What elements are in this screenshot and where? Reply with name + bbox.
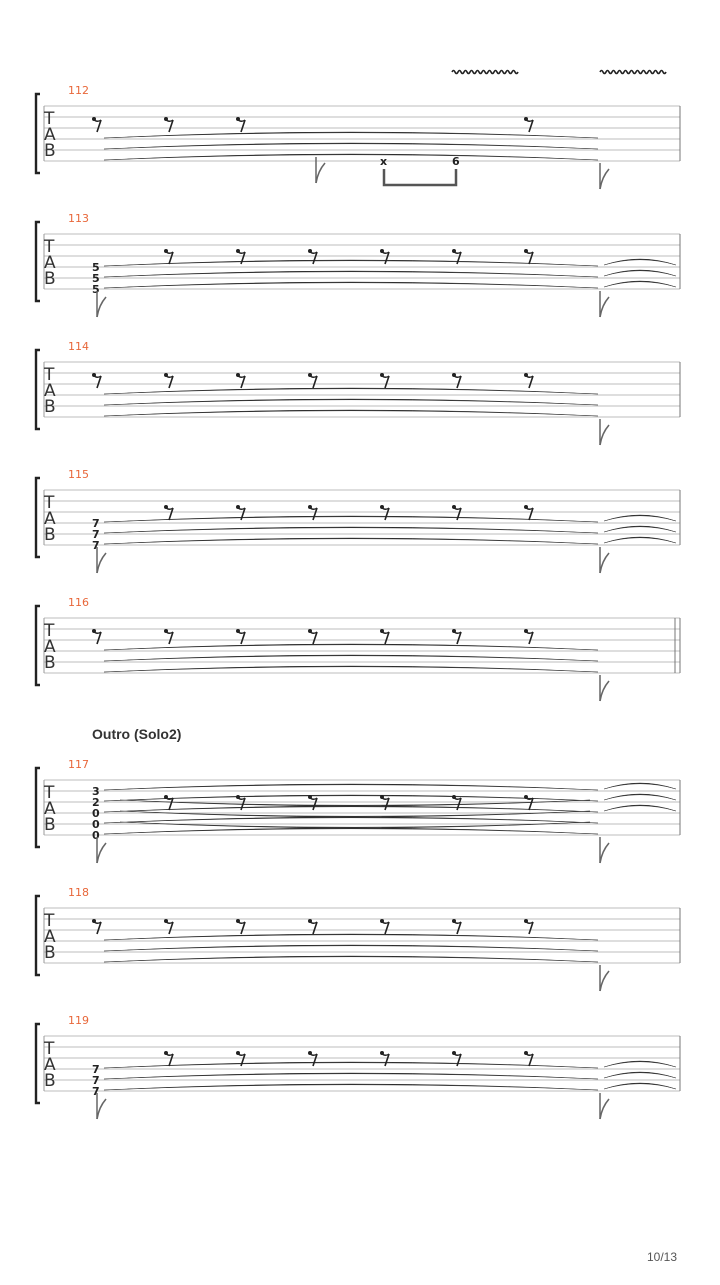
tab-clef-letter: T xyxy=(44,109,55,129)
tab-clef-letter: T xyxy=(44,783,55,803)
tie-arc xyxy=(104,666,598,672)
note-flag xyxy=(97,1099,106,1119)
tie-arc xyxy=(604,794,676,800)
eighth-rest-dot xyxy=(452,505,456,509)
eighth-rest-dot xyxy=(164,505,168,509)
tie-arc xyxy=(104,516,598,522)
tie-arc xyxy=(104,143,598,149)
tie-arc xyxy=(120,811,590,817)
fret-number: 0 xyxy=(92,807,100,820)
fret-number: 6 xyxy=(452,155,460,168)
muted-note: x xyxy=(380,155,388,168)
system-bracket xyxy=(36,606,40,685)
eighth-rest-dot xyxy=(524,629,528,633)
tab-clef-letter: A xyxy=(44,927,56,947)
eighth-rest-dot xyxy=(380,249,384,253)
eighth-rest-dot xyxy=(380,505,384,509)
note-flag xyxy=(600,553,609,573)
note-flag xyxy=(600,1099,609,1119)
measure-number: 116 xyxy=(68,596,89,609)
vibrato-mark xyxy=(452,71,518,74)
eighth-rest-dot xyxy=(164,919,168,923)
eighth-rest-dot xyxy=(164,117,168,121)
fret-number: 7 xyxy=(92,539,100,552)
tie-arc xyxy=(604,515,676,521)
fret-number: 0 xyxy=(92,829,100,842)
eighth-rest-dot xyxy=(236,373,240,377)
eighth-rest-dot xyxy=(236,1051,240,1055)
eighth-rest-dot xyxy=(452,629,456,633)
tab-clef-letter: T xyxy=(44,621,55,641)
note-flag xyxy=(97,843,106,863)
tie-arc xyxy=(104,154,598,160)
fret-number: 7 xyxy=(92,517,100,530)
note-flag xyxy=(600,297,609,317)
tie-arc xyxy=(604,537,676,543)
tie-arc xyxy=(104,527,598,533)
tie-arc xyxy=(604,526,676,532)
eighth-rest-dot xyxy=(308,1051,312,1055)
tab-clef-letter: A xyxy=(44,637,56,657)
eighth-rest-dot xyxy=(452,919,456,923)
tie-arc xyxy=(604,1061,676,1067)
eighth-rest-dot xyxy=(308,629,312,633)
fret-number: 0 xyxy=(92,818,100,831)
eighth-rest-dot xyxy=(308,505,312,509)
eighth-rest-dot xyxy=(236,919,240,923)
tab-clef-letter: T xyxy=(44,237,55,257)
tab-clef-letter: B xyxy=(44,815,56,835)
system-bracket xyxy=(36,94,40,173)
eighth-rest-dot xyxy=(164,629,168,633)
tab-clef-letter: A xyxy=(44,125,56,145)
note-flag xyxy=(97,553,106,573)
page-number: 10/13 xyxy=(646,1250,677,1264)
tie-arc xyxy=(604,805,676,811)
eighth-rest-dot xyxy=(380,919,384,923)
eighth-rest-dot xyxy=(452,1051,456,1055)
eighth-rest-dot xyxy=(164,373,168,377)
eighth-rest-dot xyxy=(236,629,240,633)
tab-clef-letter: A xyxy=(44,381,56,401)
tie-arc xyxy=(104,644,598,650)
fret-number: 7 xyxy=(92,1063,100,1076)
measure-number: 117 xyxy=(68,758,89,771)
system-bracket xyxy=(36,1024,40,1103)
tie-arc xyxy=(104,399,598,405)
measure-number: 113 xyxy=(68,212,89,225)
tie-arc xyxy=(104,817,598,823)
tab-clef-letter: B xyxy=(44,653,56,673)
tie-arc xyxy=(104,271,598,277)
measure-number: 114 xyxy=(68,340,89,353)
eighth-rest-dot xyxy=(380,373,384,377)
note-flag xyxy=(600,169,609,189)
tie-arc xyxy=(604,270,676,276)
tab-clef-letter: T xyxy=(44,1039,55,1059)
eighth-rest-dot xyxy=(92,117,96,121)
tie-arc xyxy=(104,260,598,266)
tab-clef-letter: T xyxy=(44,911,55,931)
tie-arc xyxy=(104,410,598,416)
tie-arc xyxy=(104,282,598,288)
tie-arc xyxy=(104,132,598,138)
note-flag xyxy=(600,425,609,445)
tie-arc xyxy=(104,795,598,801)
tie-arc xyxy=(104,1084,598,1090)
tie-arc xyxy=(120,800,590,806)
tie-arc xyxy=(104,538,598,544)
eighth-rest-dot xyxy=(164,249,168,253)
system-bracket xyxy=(36,896,40,975)
tie-arc xyxy=(104,1062,598,1068)
tie-arc xyxy=(604,783,676,789)
fret-number: 2 xyxy=(92,796,100,809)
eighth-rest-dot xyxy=(236,505,240,509)
eighth-rest-dot xyxy=(308,249,312,253)
tie-arc xyxy=(104,828,598,834)
tie-arc xyxy=(104,655,598,661)
note-flag xyxy=(600,681,609,701)
measure-number: 112 xyxy=(68,84,89,97)
tie-arc xyxy=(104,956,598,962)
eighth-rest-dot xyxy=(308,373,312,377)
system-bracket xyxy=(36,350,40,429)
tie-arc xyxy=(104,945,598,951)
tab-clef-letter: A xyxy=(44,509,56,529)
tab-clef-letter: B xyxy=(44,141,56,161)
note-flag xyxy=(600,843,609,863)
eighth-rest-dot xyxy=(92,629,96,633)
system-bracket xyxy=(36,478,40,557)
tie-arc xyxy=(120,822,590,828)
fret-number: 7 xyxy=(92,1074,100,1087)
eighth-rest-dot xyxy=(452,373,456,377)
section-label: Outro (Solo2) xyxy=(92,726,182,742)
fret-number: 5 xyxy=(92,261,100,274)
note-flag xyxy=(97,297,106,317)
note-flag xyxy=(316,163,325,183)
fret-number: 5 xyxy=(92,272,100,285)
tab-clef-letter: A xyxy=(44,253,56,273)
eighth-rest-dot xyxy=(524,373,528,377)
tie-arc xyxy=(104,388,598,394)
eighth-rest-dot xyxy=(452,795,456,799)
eighth-rest-dot xyxy=(92,373,96,377)
fret-number: 7 xyxy=(92,1085,100,1098)
eighth-rest-dot xyxy=(308,919,312,923)
measure-number: 119 xyxy=(68,1014,89,1027)
tab-clef-letter: B xyxy=(44,397,56,417)
fret-number: 5 xyxy=(92,283,100,296)
tab-clef-letter: T xyxy=(44,365,55,385)
eighth-rest-dot xyxy=(92,919,96,923)
eighth-rest-dot xyxy=(236,117,240,121)
eighth-rest-dot xyxy=(524,1051,528,1055)
tab-clef-letter: B xyxy=(44,269,56,289)
measure-number: 118 xyxy=(68,886,89,899)
tab-clef-letter: T xyxy=(44,493,55,513)
eighth-rest-dot xyxy=(236,249,240,253)
tab-clef-letter: B xyxy=(44,1071,56,1091)
eighth-rest-dot xyxy=(164,1051,168,1055)
measure-number: 115 xyxy=(68,468,89,481)
tie-arc xyxy=(104,784,598,790)
tab-clef-letter: A xyxy=(44,1055,56,1075)
tie-arc xyxy=(604,259,676,265)
tie-arc xyxy=(104,806,598,812)
eighth-rest-dot xyxy=(524,117,528,121)
tie-arc xyxy=(604,1083,676,1089)
tab-clef-letter: B xyxy=(44,943,56,963)
system-bracket xyxy=(36,768,40,847)
note-flag xyxy=(600,971,609,991)
eighth-rest-dot xyxy=(524,505,528,509)
vibrato-mark xyxy=(600,71,666,74)
eighth-rest-dot xyxy=(524,919,528,923)
eighth-rest-dot xyxy=(380,1051,384,1055)
tab-clef-letter: A xyxy=(44,799,56,819)
beam-group xyxy=(384,169,456,185)
eighth-rest-dot xyxy=(524,249,528,253)
tie-arc xyxy=(604,281,676,287)
tie-arc xyxy=(104,1073,598,1079)
eighth-rest-dot xyxy=(452,249,456,253)
system-bracket xyxy=(36,222,40,301)
tab-clef-letter: B xyxy=(44,525,56,545)
tie-arc xyxy=(604,1072,676,1078)
eighth-rest-dot xyxy=(380,629,384,633)
tie-arc xyxy=(104,934,598,940)
fret-number: 7 xyxy=(92,528,100,541)
fret-number: 3 xyxy=(92,785,100,798)
